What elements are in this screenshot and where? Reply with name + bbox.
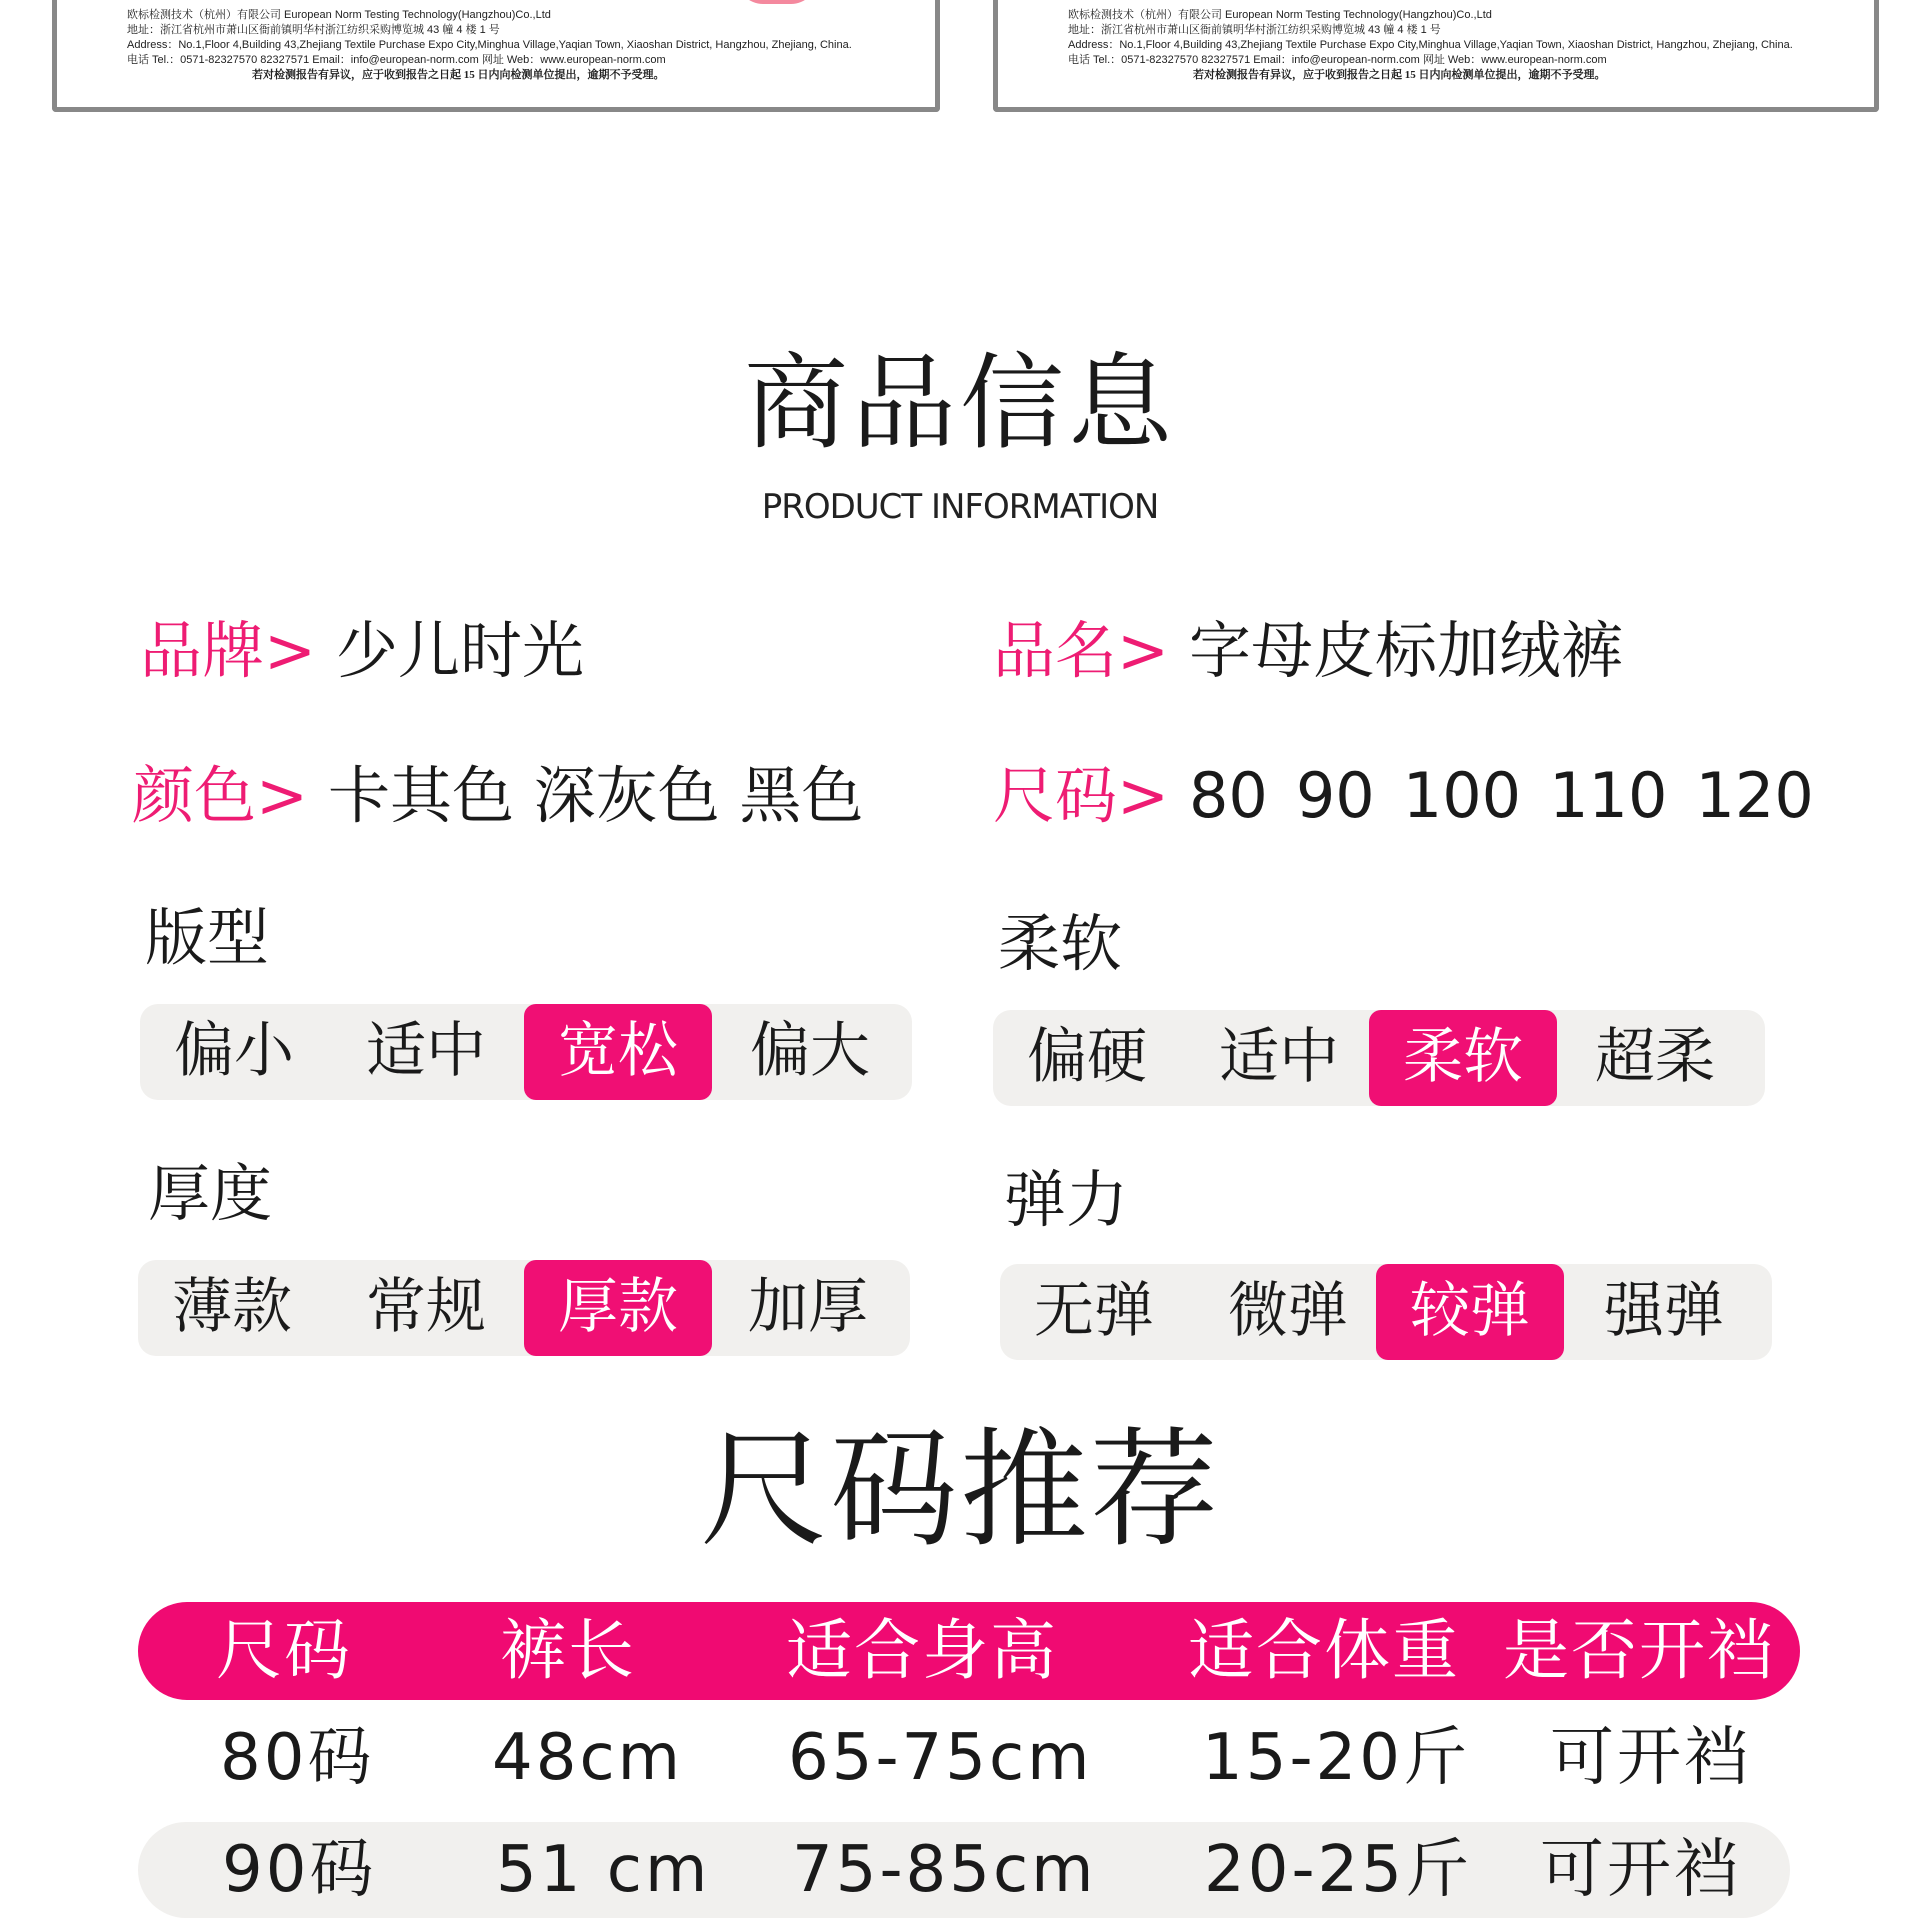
- cert-company: 欧标检测技术（杭州）有限公司 European Norm Testing Technology(Hangzhou)Co.,Ltd: [127, 9, 551, 21]
- cert-contact: 电话 Tel.：0571-82327570 82327571 Email：info@european-norm.com 网址 Web：www.european-norm.com: [1068, 54, 1607, 66]
- elasticity-option: 无弹: [1034, 1276, 1154, 1346]
- size-table-header: [138, 1602, 1800, 1700]
- cell-length: 51 cm: [496, 1833, 711, 1907]
- thickness-option: 常规: [366, 1272, 486, 1342]
- cell-height: 65-75cm: [788, 1721, 1093, 1795]
- brand-label: 品牌>: [140, 614, 316, 687]
- thickness-scale: [138, 1260, 910, 1356]
- fit-option-selected: 宽松: [524, 1004, 712, 1100]
- size-value: 80: [1188, 759, 1268, 832]
- thickness-option: 加厚: [748, 1272, 868, 1342]
- cell-size: 80码: [220, 1721, 375, 1795]
- softness-option: 偏硬: [1027, 1022, 1147, 1092]
- cell-weight: 15-20斤: [1202, 1721, 1470, 1795]
- red-seal-stamp: [737, 0, 817, 4]
- cert-company: 欧标检测技术（杭州）有限公司 European Norm Testing Technology(Hangzhou)Co.,Ltd: [1068, 9, 1492, 21]
- elasticity-scale: [1000, 1264, 1772, 1360]
- brand-value: 少儿时光: [335, 614, 584, 687]
- size-value: 100: [1402, 759, 1522, 832]
- cert-address-en: Address：No.1,Floor 4,Building 43,Zhejiang Textile Purchase Expo City,Minghua Village,Yaqian Town, Xiaoshan District, Hangzhou, Zhejiang, China.: [1068, 39, 1793, 51]
- fit-option: 偏小: [174, 1016, 294, 1086]
- test-report-certificate-left: [52, 0, 940, 112]
- cert-note: 若对检测报告有异议，应于收到报告之日起 15 日内向检测单位提出，逾期不予受理。: [252, 69, 665, 81]
- fit-option: 偏大: [750, 1016, 870, 1086]
- cert-address-cn: 地址：浙江省杭州市萧山区衙前镇明华村浙江纺织采购博览城 43 幢 4 楼 1 号: [127, 24, 500, 36]
- elasticity-option: 强弹: [1604, 1276, 1724, 1346]
- softness-option: 适中: [1219, 1022, 1339, 1092]
- elasticity-option: 微弹: [1228, 1276, 1348, 1346]
- name-line: [993, 611, 1623, 691]
- color-label: 颜色>: [132, 759, 308, 832]
- cell-length: 48cm: [492, 1721, 683, 1795]
- cert-note: 若对检测报告有异议，应于收到报告之日起 15 日内向检测单位提出，逾期不予受理。: [1193, 69, 1606, 81]
- size-guide-title: 尺码推荐: [699, 1416, 1220, 1565]
- product-info-subtitle: PRODUCT INFORMATION: [761, 487, 1159, 527]
- fit-title: 版型: [145, 901, 270, 974]
- cell-height: 75-85cm: [792, 1833, 1097, 1907]
- thickness-option-selected: 厚款: [524, 1260, 712, 1356]
- cert-contact: 电话 Tel.：0571-82327570 82327571 Email：info@european-norm.com 网址 Web：www.european-norm.com: [127, 54, 666, 66]
- header-pants-length: 裤长: [500, 1612, 636, 1689]
- thickness-title: 厚度: [148, 1157, 273, 1230]
- softness-title: 柔软: [998, 907, 1123, 980]
- softness-scale: [993, 1010, 1765, 1106]
- cell-size: 90码: [222, 1833, 377, 1907]
- product-info-title: 商品信息: [743, 342, 1176, 464]
- size-value: 120: [1695, 759, 1814, 832]
- color-line: [132, 756, 863, 836]
- size-label: 尺码>: [993, 759, 1169, 832]
- thickness-option: 薄款: [172, 1272, 292, 1342]
- cell-weight: 20-25斤: [1204, 1833, 1472, 1907]
- size-value: 110: [1549, 759, 1668, 832]
- softness-option-selected: 柔软: [1369, 1010, 1557, 1106]
- size-line: [993, 756, 1842, 836]
- table-row: [138, 1710, 1790, 1806]
- header-weight: 适合体重: [1188, 1612, 1460, 1689]
- cert-address-cn: 地址：浙江省杭州市萧山区衙前镇明华村浙江纺织采购博览城 43 幢 4 楼 1 号: [1068, 24, 1441, 36]
- test-report-certificate-right: [993, 0, 1879, 112]
- cell-open-crotch: 可开裆: [1540, 1833, 1741, 1907]
- header-size: 尺码: [216, 1612, 352, 1689]
- elasticity-title: 弹力: [1004, 1163, 1129, 1236]
- color-value: 卡其色 深灰色 黑色: [327, 759, 864, 832]
- cert-address-en: Address：No.1,Floor 4,Building 43,Zhejiang Textile Purchase Expo City,Minghua Village,Yaqian Town, Xiaoshan District, Hangzhou, Zhejiang, China.: [127, 39, 852, 51]
- size-value: 90: [1295, 759, 1375, 832]
- table-row: [138, 1822, 1790, 1918]
- name-label: 品名>: [993, 614, 1169, 687]
- fit-scale: [140, 1004, 912, 1100]
- fit-option: 适中: [366, 1016, 486, 1086]
- elasticity-option-selected: 较弹: [1376, 1264, 1564, 1360]
- softness-option: 超柔: [1595, 1022, 1715, 1092]
- cell-open-crotch: 可开裆: [1550, 1721, 1751, 1795]
- name-value: 字母皮标加绒裤: [1188, 614, 1623, 687]
- brand-line: [140, 611, 584, 691]
- header-height: 适合身高: [786, 1612, 1058, 1689]
- header-open-crotch: 是否开裆: [1503, 1612, 1775, 1689]
